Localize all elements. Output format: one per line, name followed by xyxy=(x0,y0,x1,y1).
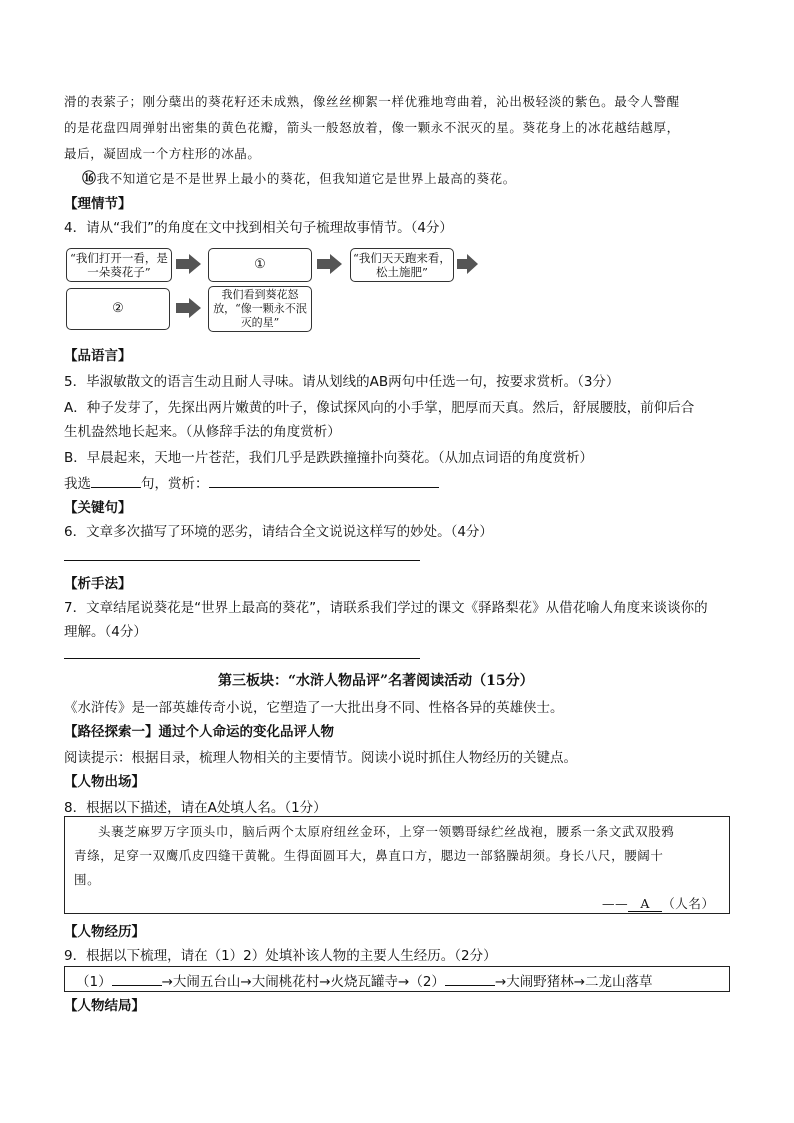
arrow-right-icon xyxy=(176,298,202,318)
path-tag: 【路径探索一】 xyxy=(64,724,159,740)
section-tag-plot: 【理情节】 xyxy=(64,196,132,212)
section-tag-ending: 【人物结局】 xyxy=(64,998,145,1014)
answer-line-q5 xyxy=(64,472,439,492)
section-tag-key-sentence: 【关键句】 xyxy=(64,500,132,516)
timeline xyxy=(76,970,653,990)
passage-line-1: 滑的表萦子；刚分蘖出的葵花籽还未成熟，像丝丝柳絮一样优雅地弯曲着，沁出极轻淡的紫色。最令人警醒 xyxy=(64,94,680,109)
option-a-line-1: A．种子发芽了，先探出两片嫩黄的叶子，像试探风向的小手掌，肥厚而天真。然后，舒展腰肢，前仰后合 xyxy=(64,400,695,416)
quote-line-2: 青绦，足穿一双鹰爪皮四缝干黄靴。生得面圆耳大，鼻直口方，腮边一部貉臊胡须。身长八尺，腰阔十 xyxy=(74,848,664,863)
plot-box-5-text: 我们看到葵花怒放，“像一颗永不泯灭的星” xyxy=(213,288,307,329)
option-b: B．早晨起来，天地一片苍茫，我们几乎是跌跌撞撞扑向葵花。（从加点词语的角度赏析） xyxy=(64,450,594,466)
path-explore-1 xyxy=(64,720,334,740)
paragraph-number: ⑯ xyxy=(82,171,97,187)
answer-line-q7[interactable] xyxy=(64,658,420,659)
arrow-right-icon xyxy=(317,254,343,274)
plot-box-3-text: “我们天天跑来看，松土施肥” xyxy=(353,250,451,279)
quote-dash: —— xyxy=(602,896,629,911)
quote-attribution xyxy=(602,894,715,912)
timeline-blank-1[interactable] xyxy=(112,985,162,986)
plot-box-2-blank[interactable] xyxy=(208,248,312,282)
timeline-middle: →大闹五台山→大闹桃花村→火烧瓦罐寺→（2） xyxy=(161,974,445,990)
block-3-intro: 《水浒传》是一部英雄传奇小说，它塑造了一大批出身不同、性格各异的英雄侠士。 xyxy=(64,700,564,716)
question-7-line-2: 理解。（4分） xyxy=(64,624,147,640)
timeline-item-1: （1） xyxy=(76,974,112,990)
plot-box-3 xyxy=(350,248,454,282)
passage-line-2: 的是花盘四周弹射出密集的黄色花瓣，箭头一般怒放着，像一颗永不泯灭的星。葵花身上的冰花越结越厚， xyxy=(64,120,680,135)
answer-line-q6[interactable] xyxy=(64,560,420,561)
choice-blank[interactable] xyxy=(91,487,141,488)
plot-box-1-text: “我们打开一看，是一朵葵花子” xyxy=(70,250,168,279)
paragraph-16-text: 我不知道它是不是世界上最小的葵花，但我知道它是世界上最高的葵花。 xyxy=(96,171,516,186)
blank-marker-1: ① xyxy=(254,256,266,272)
question-7-line-1: 7．文章结尾说葵花是“世界上最高的葵花”，请联系我们学过的课文《驿路梨花》从借花喻人角度来谈谈你的 xyxy=(64,600,708,616)
arrow-right-icon xyxy=(176,254,202,274)
section-tag-technique: 【析手法】 xyxy=(64,576,132,592)
passage-line-3: 最后，凝固成一个方柱形的冰晶。 xyxy=(64,146,261,161)
analysis-blank[interactable] xyxy=(209,487,439,488)
question-9: 9．根据以下梳理，请在（1）2）处填补该人物的主要人生经历。（2分） xyxy=(64,948,497,964)
blank-a-label: A xyxy=(640,896,651,911)
section-tag-appearance: 【人物出场】 xyxy=(64,774,145,790)
timeline-blank-2[interactable] xyxy=(445,985,495,986)
question-4: 4．请从“我们”的角度在文中找到相关句子梳理故事情节。（4分） xyxy=(64,220,453,236)
answer-prefix: 我选 xyxy=(64,476,91,492)
plot-box-1 xyxy=(66,248,172,282)
blank-marker-2: ② xyxy=(112,300,124,316)
quote-line-3: 围。 xyxy=(74,872,101,887)
reading-hint: 阅读提示：根据目录，梳理人物相关的主要情节。阅读小说时抓住人物经历的关键点。 xyxy=(64,750,577,766)
quote-note: （人名） xyxy=(662,896,715,911)
plot-box-5 xyxy=(208,286,312,332)
name-blank-a[interactable] xyxy=(628,896,662,912)
block-3-title: 第三板块：“水浒人物品评”名著阅读活动（15分） xyxy=(218,673,534,689)
timeline-end: →大闹野猪林→二龙山落草 xyxy=(494,974,653,990)
arrow-right-icon xyxy=(457,254,479,274)
section-tag-experience: 【人物经历】 xyxy=(64,924,145,940)
path-text: 通过个人命运的变化品评人物 xyxy=(158,724,334,740)
section-tag-language: 【品语言】 xyxy=(64,348,132,364)
question-5: 5．毕淑敏散文的语言生动且耐人寻味。请从划线的AB两句中任选一句，按要求赏析。（3分） xyxy=(64,374,620,390)
plot-box-4-blank[interactable] xyxy=(66,288,170,330)
question-8: 8．根据以下描述，请在A处填人名。（1分） xyxy=(64,800,327,816)
answer-mid: 句，赏析： xyxy=(141,476,209,492)
paragraph-16 xyxy=(82,168,516,188)
quote-line-1: 头裹芝麻罗万字顶头巾，脑后两个太原府纽丝金环，上穿一领鹦哥绿纻丝战袍，腰系一条文武双股鸦 xyxy=(98,824,675,839)
question-6: 6．文章多次描写了环境的恶劣，请结合全文说说这样写的妙处。（4分） xyxy=(64,524,493,540)
option-a-line-2: 生机盎然地长起来。（从修辞手法的角度赏析） xyxy=(64,424,341,440)
